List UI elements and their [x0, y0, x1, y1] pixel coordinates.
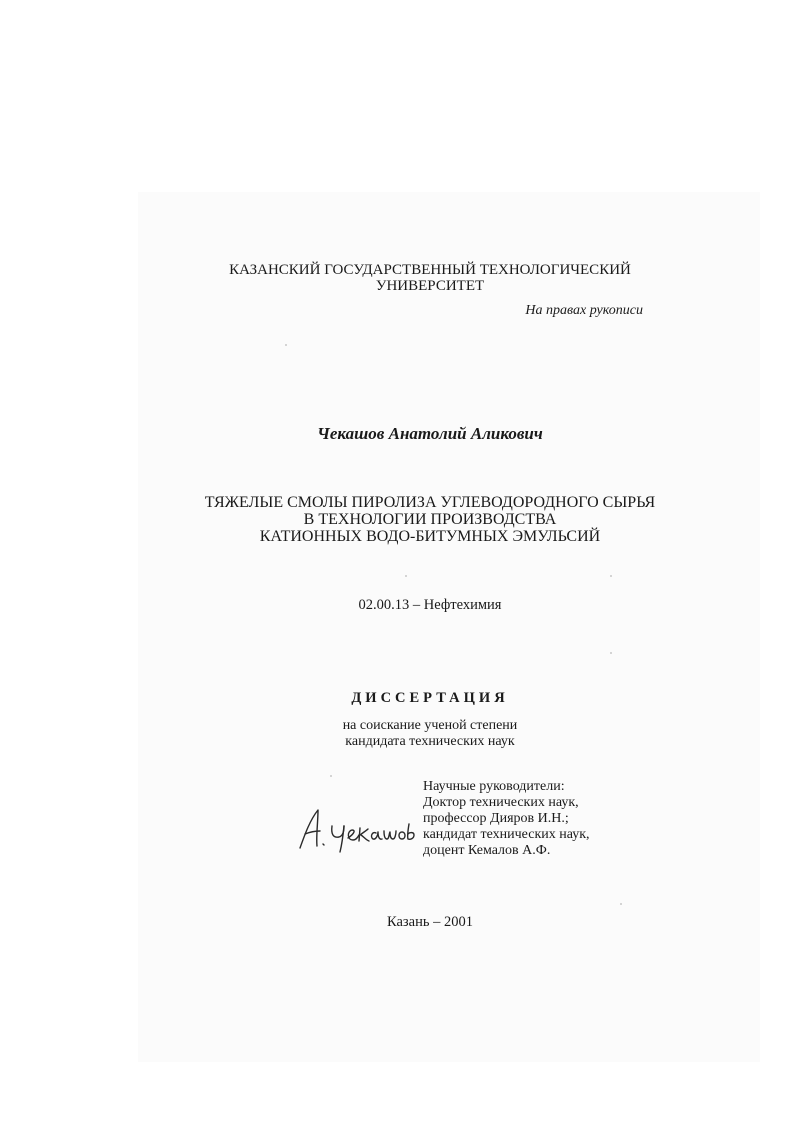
manuscript-rights-note: На правах рукописи [525, 303, 643, 318]
document-type-heading: ДИССЕРТАЦИЯ [351, 690, 509, 706]
supervisor-line-3: кандидат технических наук, [423, 827, 590, 842]
dissertation-title-line-1: ТЯЖЕЛЫЕ СМОЛЫ ПИРОЛИЗА УГЛЕВОДОРОДНОГО СЫРЬЯ [204, 494, 656, 511]
specialty-code: 02.00.13 – Нефтехимия [358, 597, 502, 613]
author-signature [296, 804, 420, 854]
dissertation-title-line-3: КАТИОННЫХ ВОДО-БИТУМНЫХ ЭМУЛЬСИЙ [259, 528, 601, 545]
scan-speck [620, 903, 622, 905]
supervisor-line-2: профессор Дияров И.Н.; [423, 811, 569, 826]
degree-line-2: кандидата технических наук [345, 734, 515, 749]
author-name: Чекашов Анатолий Аликович [317, 424, 543, 443]
dissertation-title-line-2: В ТЕХНОЛОГИИ ПРОИЗВОДСТВА [303, 511, 557, 528]
university-name-line-2: УНИВЕРСИТЕТ [375, 278, 485, 294]
supervisor-line-4: доцент Кемалов А.Ф. [423, 843, 551, 858]
supervisor-line-1: Доктор технических наук, [423, 795, 579, 810]
scan-speck [610, 575, 612, 577]
place-and-year: Казань – 2001 [387, 914, 473, 930]
scan-speck [285, 344, 287, 346]
supervisors-heading: Научные руководители: [423, 779, 565, 794]
scan-speck [405, 575, 407, 577]
university-name-line-1: КАЗАНСКИЙ ГОСУДАРСТВЕННЫЙ ТЕХНОЛОГИЧЕСКИЙ [229, 262, 631, 278]
degree-line-1: на соискание ученой степени [342, 718, 518, 733]
scan-speck [330, 775, 332, 777]
scan-speck [610, 652, 612, 654]
scanned-page-background [138, 192, 760, 1062]
